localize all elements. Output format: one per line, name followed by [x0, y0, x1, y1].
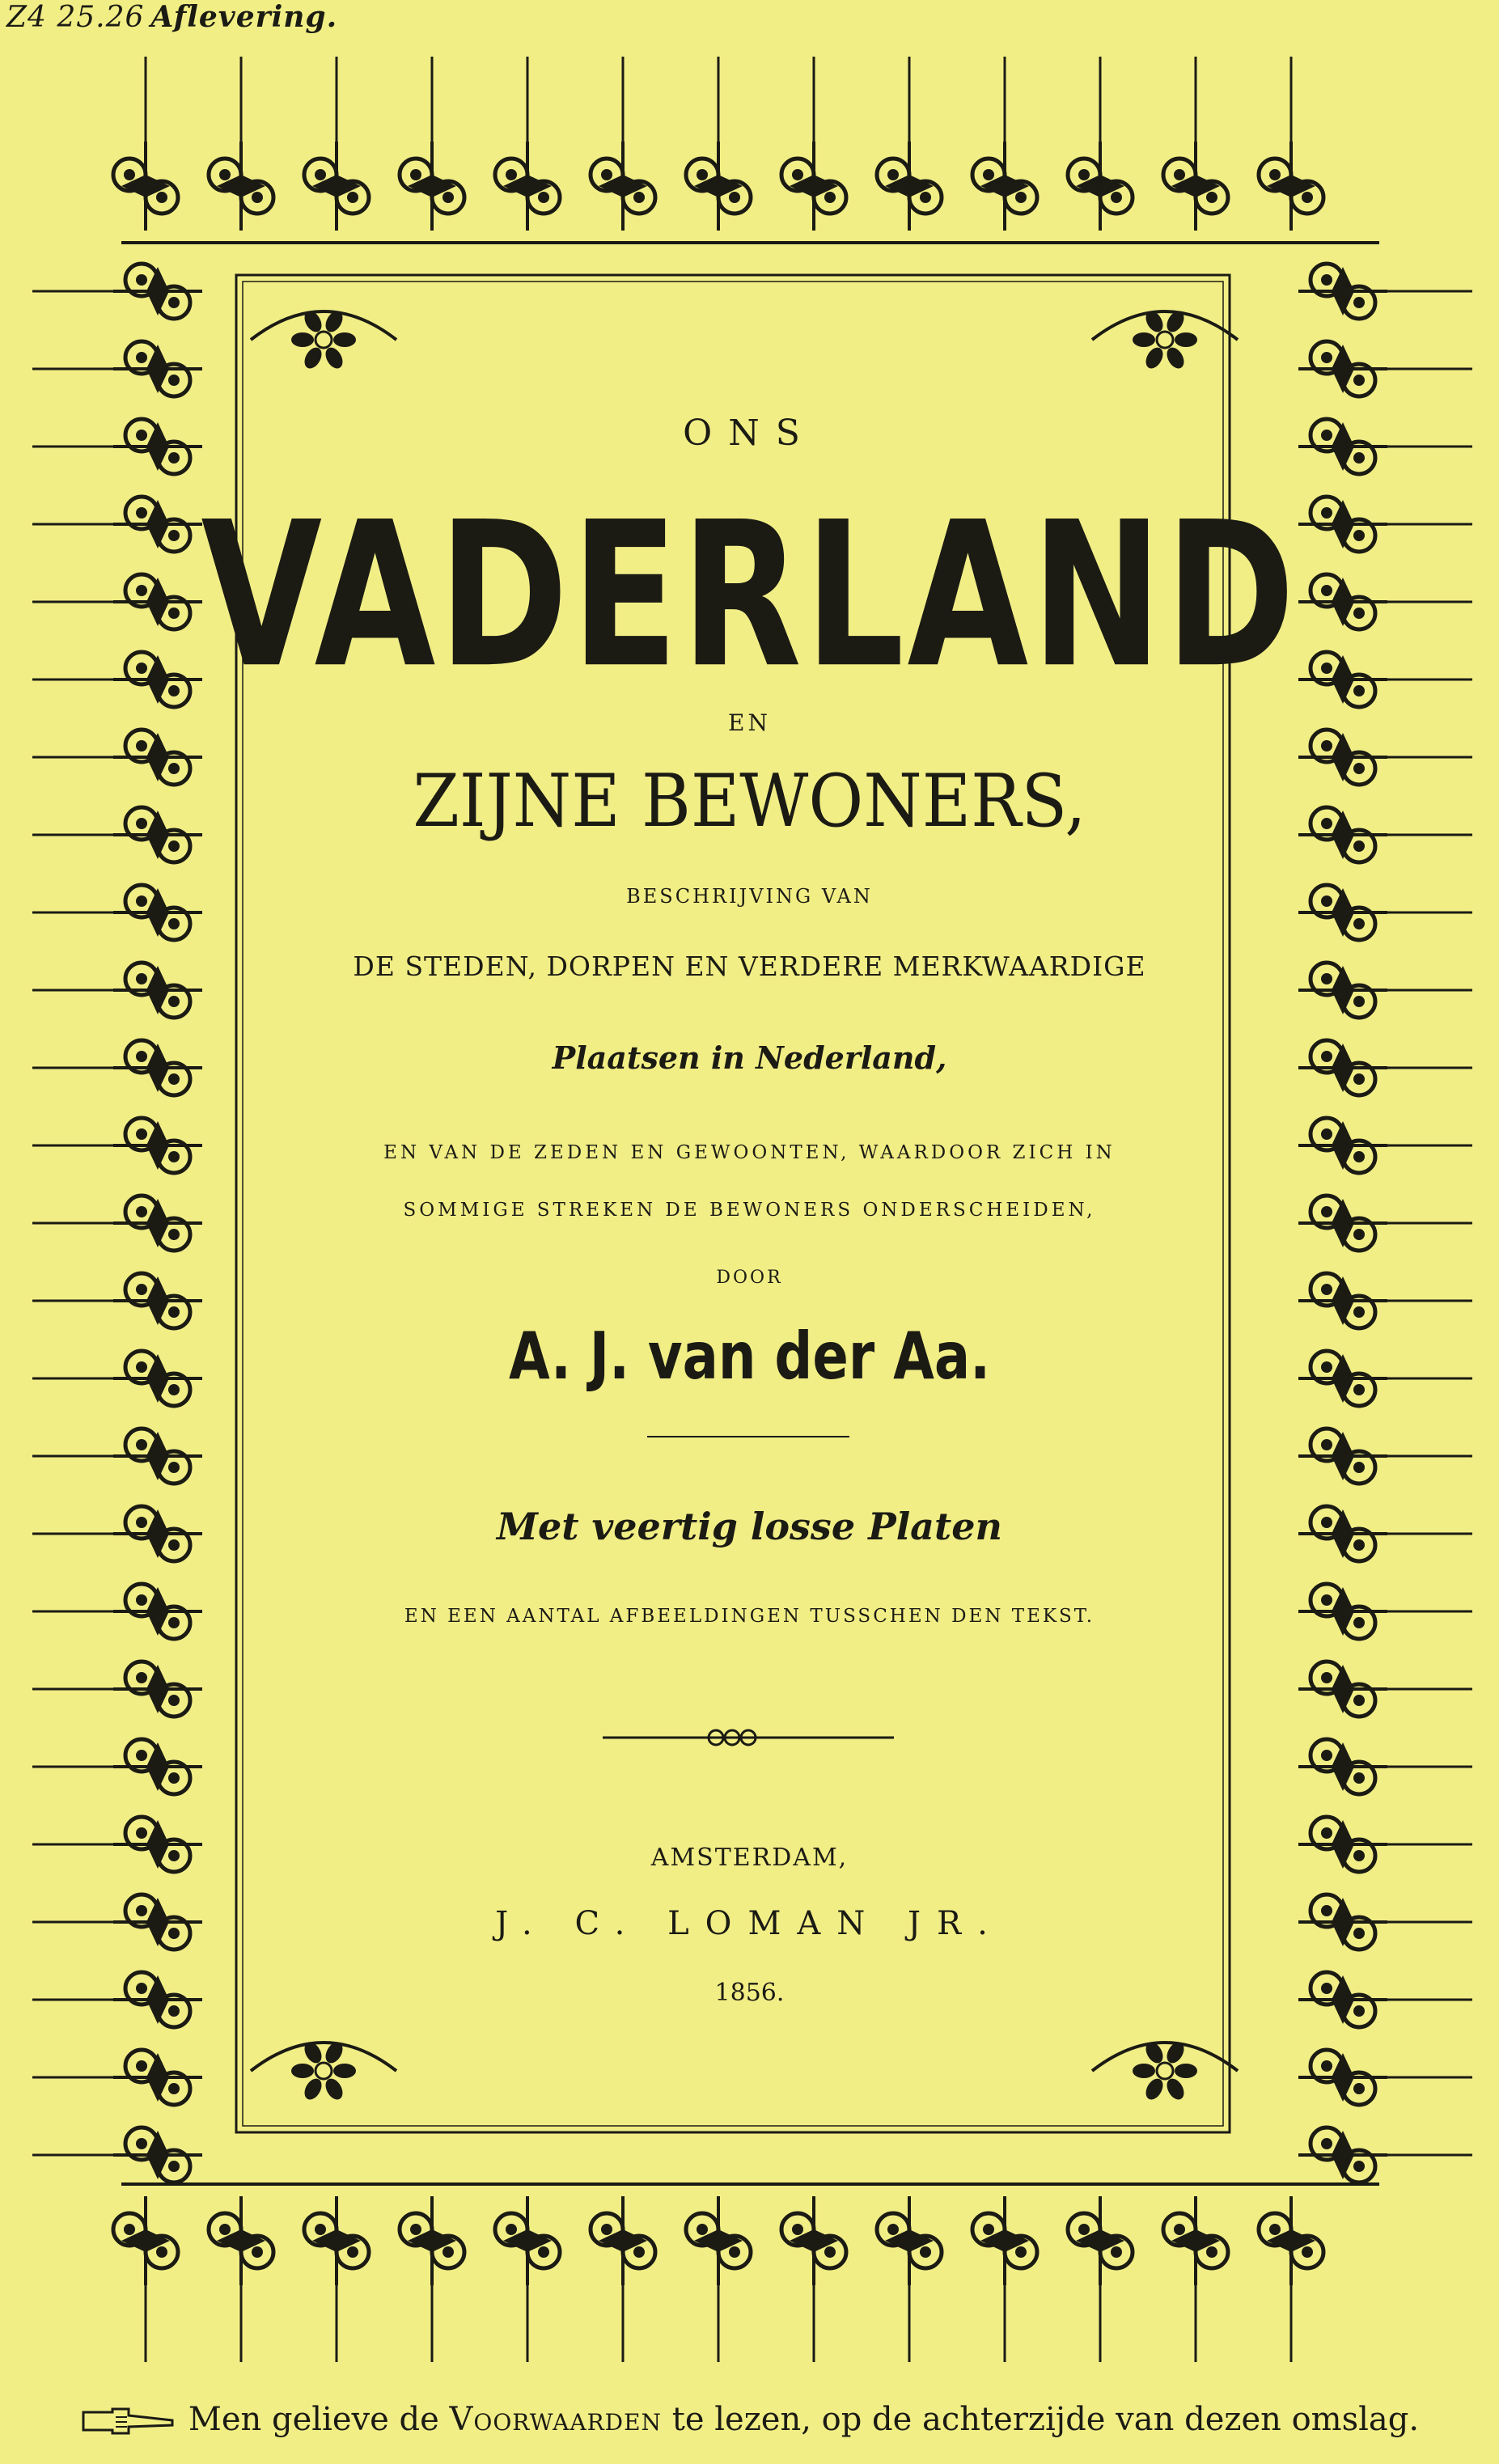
- publisher-line: J. C. LOMAN JR.: [495, 1905, 1004, 1942]
- pointing-hand-icon: [80, 2406, 177, 2438]
- door-line: DOOR: [716, 1268, 783, 1288]
- title-en: EN: [728, 709, 771, 736]
- aantal-line: EN EEN AANTAL AFBEELDINGEN TUSSCHEN DEN TEKST.: [404, 1606, 1095, 1627]
- footer-before: Men gelieve de: [188, 2401, 439, 2438]
- author-name: A. J. van der Aa.: [508, 1319, 991, 1394]
- platen-line: Met veertig losse Platen: [497, 1505, 1002, 1548]
- year-line: 1856.: [714, 1979, 785, 2007]
- subtitle: ZIJNE BEWONERS,: [413, 759, 1086, 844]
- city-line: AMSTERDAM,: [650, 1844, 849, 1872]
- zeden-line-1: EN VAN DE ZEDEN EN GEWOONTEN, WAARDOOR ZICH IN: [383, 1142, 1116, 1163]
- beschrijving-line: BESCHRIJVING VAN: [626, 885, 873, 908]
- footer-note: [0, 2401, 1499, 2438]
- plaatsen-line: Plaatsen in Nederland,: [552, 1039, 947, 1076]
- title-ons: ONS: [683, 413, 816, 454]
- catalog-mark: Z4 25.26: [6, 1, 145, 34]
- steden-line: DE STEDEN, DORPEN EN VERDERE MERKWAARDIGE: [353, 950, 1146, 982]
- aflevering-label: Aflevering.: [150, 0, 338, 34]
- delivery-label: [6, 0, 337, 37]
- footer-emph: Voorwaarden: [449, 2401, 663, 2438]
- zeden-line-2: SOMMIGE STREKEN DE BEWONERS ONDERSCHEIDEN,: [403, 1200, 1096, 1221]
- footer-after: te lezen, op de achterzijde van dezen omslag.: [671, 2401, 1420, 2438]
- main-title: VADERLAND: [201, 478, 1298, 712]
